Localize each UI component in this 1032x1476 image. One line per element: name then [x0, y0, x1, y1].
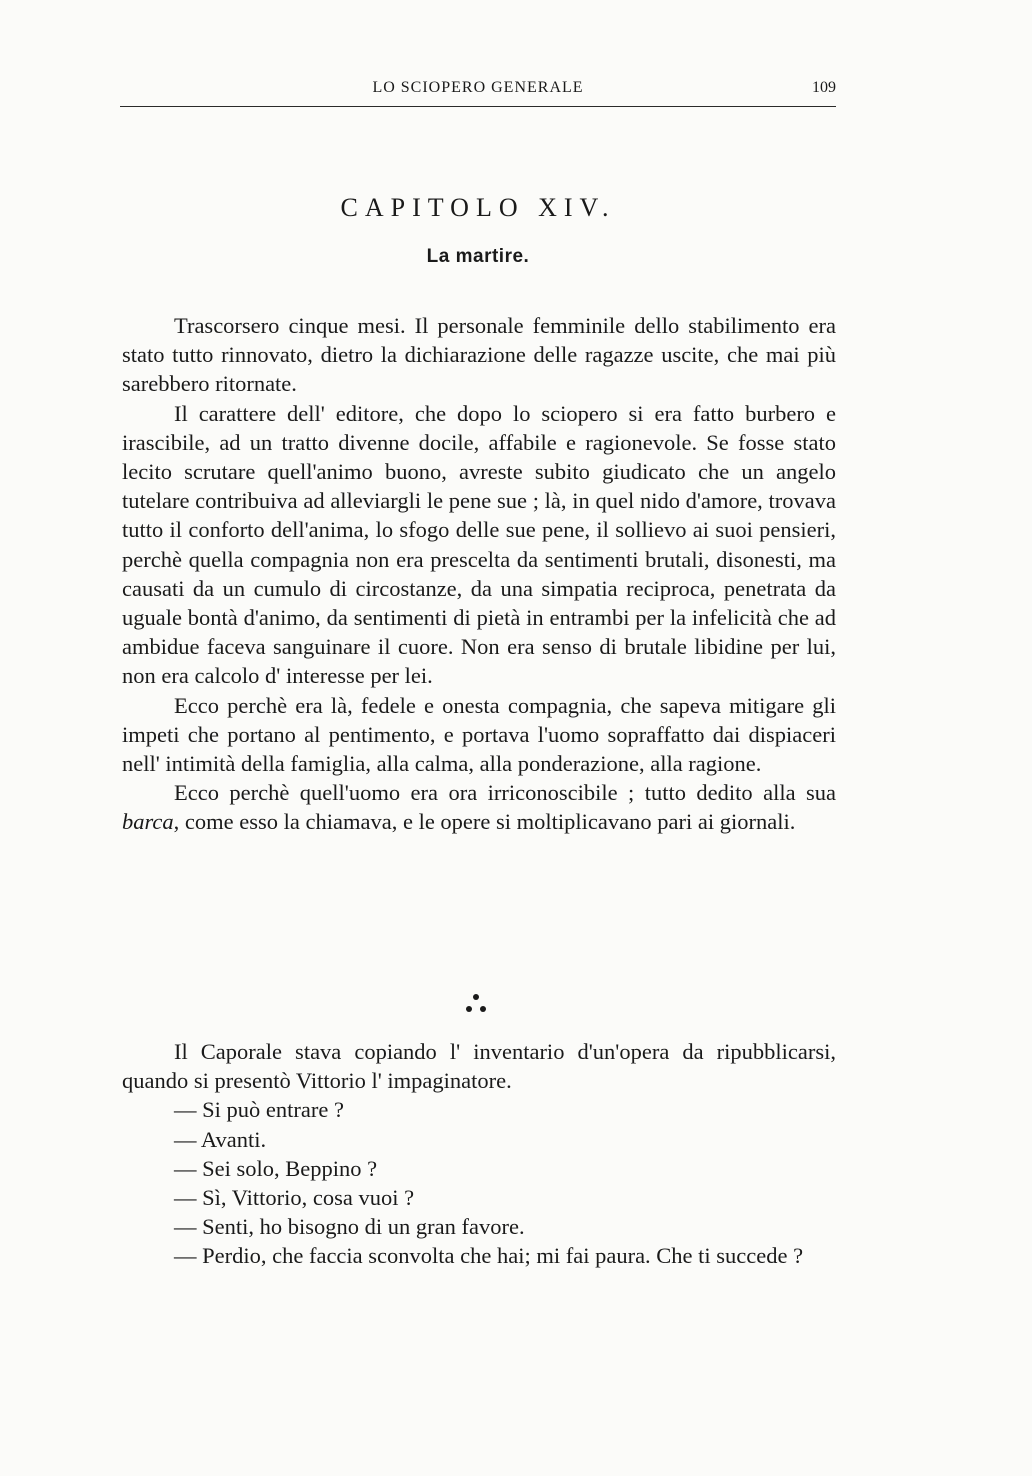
running-header: [120, 74, 836, 107]
section-break-ornament: [456, 990, 496, 1020]
dialogue-line-5: — Senti, ho bisogno di un gran favore.: [174, 1214, 525, 1240]
ornament-dot: [480, 1006, 486, 1012]
chapter-title: CAPITOLO XIV.: [340, 193, 616, 222]
dialogue-line-2: — Avanti.: [174, 1126, 267, 1152]
paragraph-2: Il carattere dell' editore, che dopo lo sciopero si era fatto burbero e irascibile, ad un tratto divenne docile, affabile e ragionevole. Se fosse stato lecito scrutare quell'animo buono, avreste subito giudicato che un angelo tutelare contribuiva ad alleviargli le pene sue ; là, in quel nido d'amore, trovava tutto il conforto dell'anima, lo sfogo delle sue pene, il sollievo ai suoi pensieri, perchè quella compagnia non era prescelta da sentimenti brutali, disonesti, ma causati da un cumulo di circostanze, da una simpatia reciproca, penetrata da uguale bontà d'animo, da sentimenti di pietà in entrambi per la infelicità che ad ambidue faceva sanguinare il cuore. Non era senso di brutale libidine per lui, non era calcolo d' interesse per lei.: [122, 400, 836, 689]
paragraph-4-end: , come esso la chiamava, e le opere si moltiplicavano pari ai giornali.: [173, 809, 796, 835]
running-title: LO SCIOPERO GENERALE: [372, 79, 584, 96]
chapter-subtitle: La martire.: [426, 246, 530, 267]
page-number: 109: [812, 79, 836, 96]
chapter-body-part-1: [122, 311, 836, 837]
ornament-dot: [473, 994, 479, 1000]
ornament-dot: [466, 1006, 472, 1012]
dialogue-line-3: — Sei solo, Beppino ?: [174, 1155, 378, 1181]
paragraph-5: Il Caporale stava copiando l' inventario d'un'opera da ripubblicarsi, quando si presentò Vittorio l' impaginatore.: [122, 1039, 836, 1094]
paragraph-4-start: Ecco perchè quell'uomo era ora irriconoscibile ; tutto dedito alla sua: [174, 780, 836, 806]
paragraph-1: Trascorsero cinque mesi. Il personale femminile dello stabilimento era stato tutto rinnovato, dietro la dichiarazione delle ragazze uscite, che mai più sarebbero ritornate.: [122, 313, 836, 397]
chapter-body-part-2: [122, 1037, 836, 1271]
dialogue-line-4: — Sì, Vittorio, cosa vuoi ?: [174, 1185, 415, 1211]
dialogue-line-6: — Perdio, che faccia sconvolta che hai; mi fai paura. Che ti succede ?: [174, 1243, 804, 1269]
paragraph-4-italic: barca: [122, 809, 174, 835]
paragraph-4: [122, 778, 836, 836]
dialogue-line-1: — Si può entrare ?: [174, 1097, 344, 1123]
paragraph-3: Ecco perchè era là, fedele e onesta compagnia, che sapeva mitigare gli impeti che portano al pentimento, e portava l'uomo sopraffatto dai dispiaceri nell' intimità della famiglia, alla calma, alla ponderazione, alla ragione.: [122, 692, 836, 777]
